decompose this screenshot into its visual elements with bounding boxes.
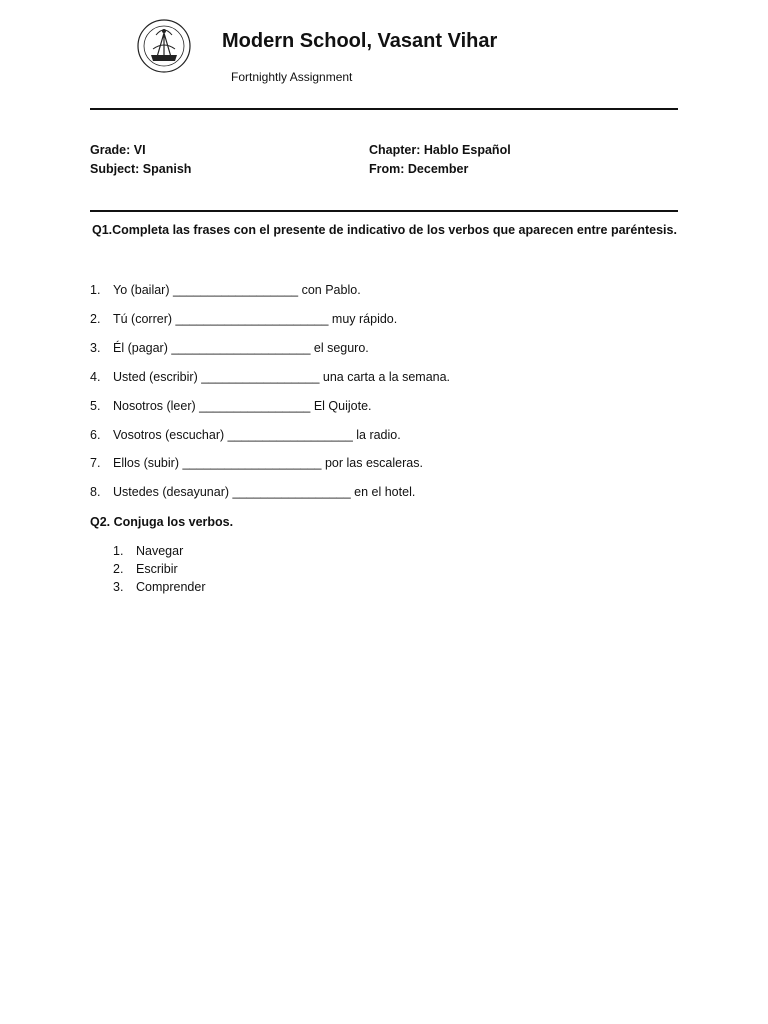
item-text: Navegar [136, 544, 184, 558]
section-divider [90, 210, 678, 212]
school-crest-icon [137, 19, 191, 73]
item-number: 7. [90, 456, 101, 470]
question-2-title: Q2. Conjuga los verbos. [90, 515, 234, 529]
question-1-title: Q1.Completa las frases con el presente de indicativo de los verbos que aparecen entre paréntesis. [92, 223, 677, 237]
item-number: 2. [90, 312, 101, 326]
list-item [90, 312, 397, 326]
item-number: 6. [90, 428, 101, 442]
item-text: Él (pagar) ____________________ el seguro. [113, 341, 369, 355]
item-text: Ustedes (desayunar) _________________ en el hotel. [113, 485, 416, 499]
item-number: 1. [90, 283, 101, 297]
item-number: 3. [90, 341, 101, 355]
grade-label: Grade: VI [90, 143, 146, 157]
list-item [113, 562, 178, 576]
item-text: Nosotros (leer) ________________ El Quijote. [113, 399, 372, 413]
item-text: Vosotros (escuchar) __________________ la radio. [113, 428, 401, 442]
list-item [113, 580, 205, 594]
list-item [90, 283, 361, 297]
item-text: Ellos (subir) ____________________ por las escaleras. [113, 456, 423, 470]
item-text: Usted (escribir) _________________ una carta a la semana. [113, 370, 451, 384]
assignment-subtitle: Fortnightly Assignment [231, 70, 353, 84]
item-number: 3. [113, 580, 124, 594]
list-item [113, 544, 183, 558]
item-number: 8. [90, 485, 101, 499]
list-item [90, 485, 415, 499]
item-number: 4. [90, 370, 101, 384]
item-text: Comprender [136, 580, 206, 594]
list-item [90, 428, 401, 442]
school-name: Modern School, Vasant Vihar [222, 30, 498, 52]
item-text: Escribir [136, 562, 178, 576]
from-label: From: December [369, 162, 469, 176]
item-text: Tú (correr) ______________________ muy rápido. [113, 312, 398, 326]
list-item [90, 341, 369, 355]
item-number: 5. [90, 399, 101, 413]
top-divider [90, 108, 678, 110]
subject-label: Subject: Spanish [90, 162, 192, 176]
list-item [90, 370, 450, 384]
item-text: Yo (bailar) __________________ con Pablo. [113, 283, 361, 297]
item-number: 1. [113, 544, 124, 558]
list-item [90, 456, 423, 470]
list-item [90, 399, 372, 413]
chapter-label: Chapter: Hablo Español [369, 143, 511, 157]
item-number: 2. [113, 562, 124, 576]
